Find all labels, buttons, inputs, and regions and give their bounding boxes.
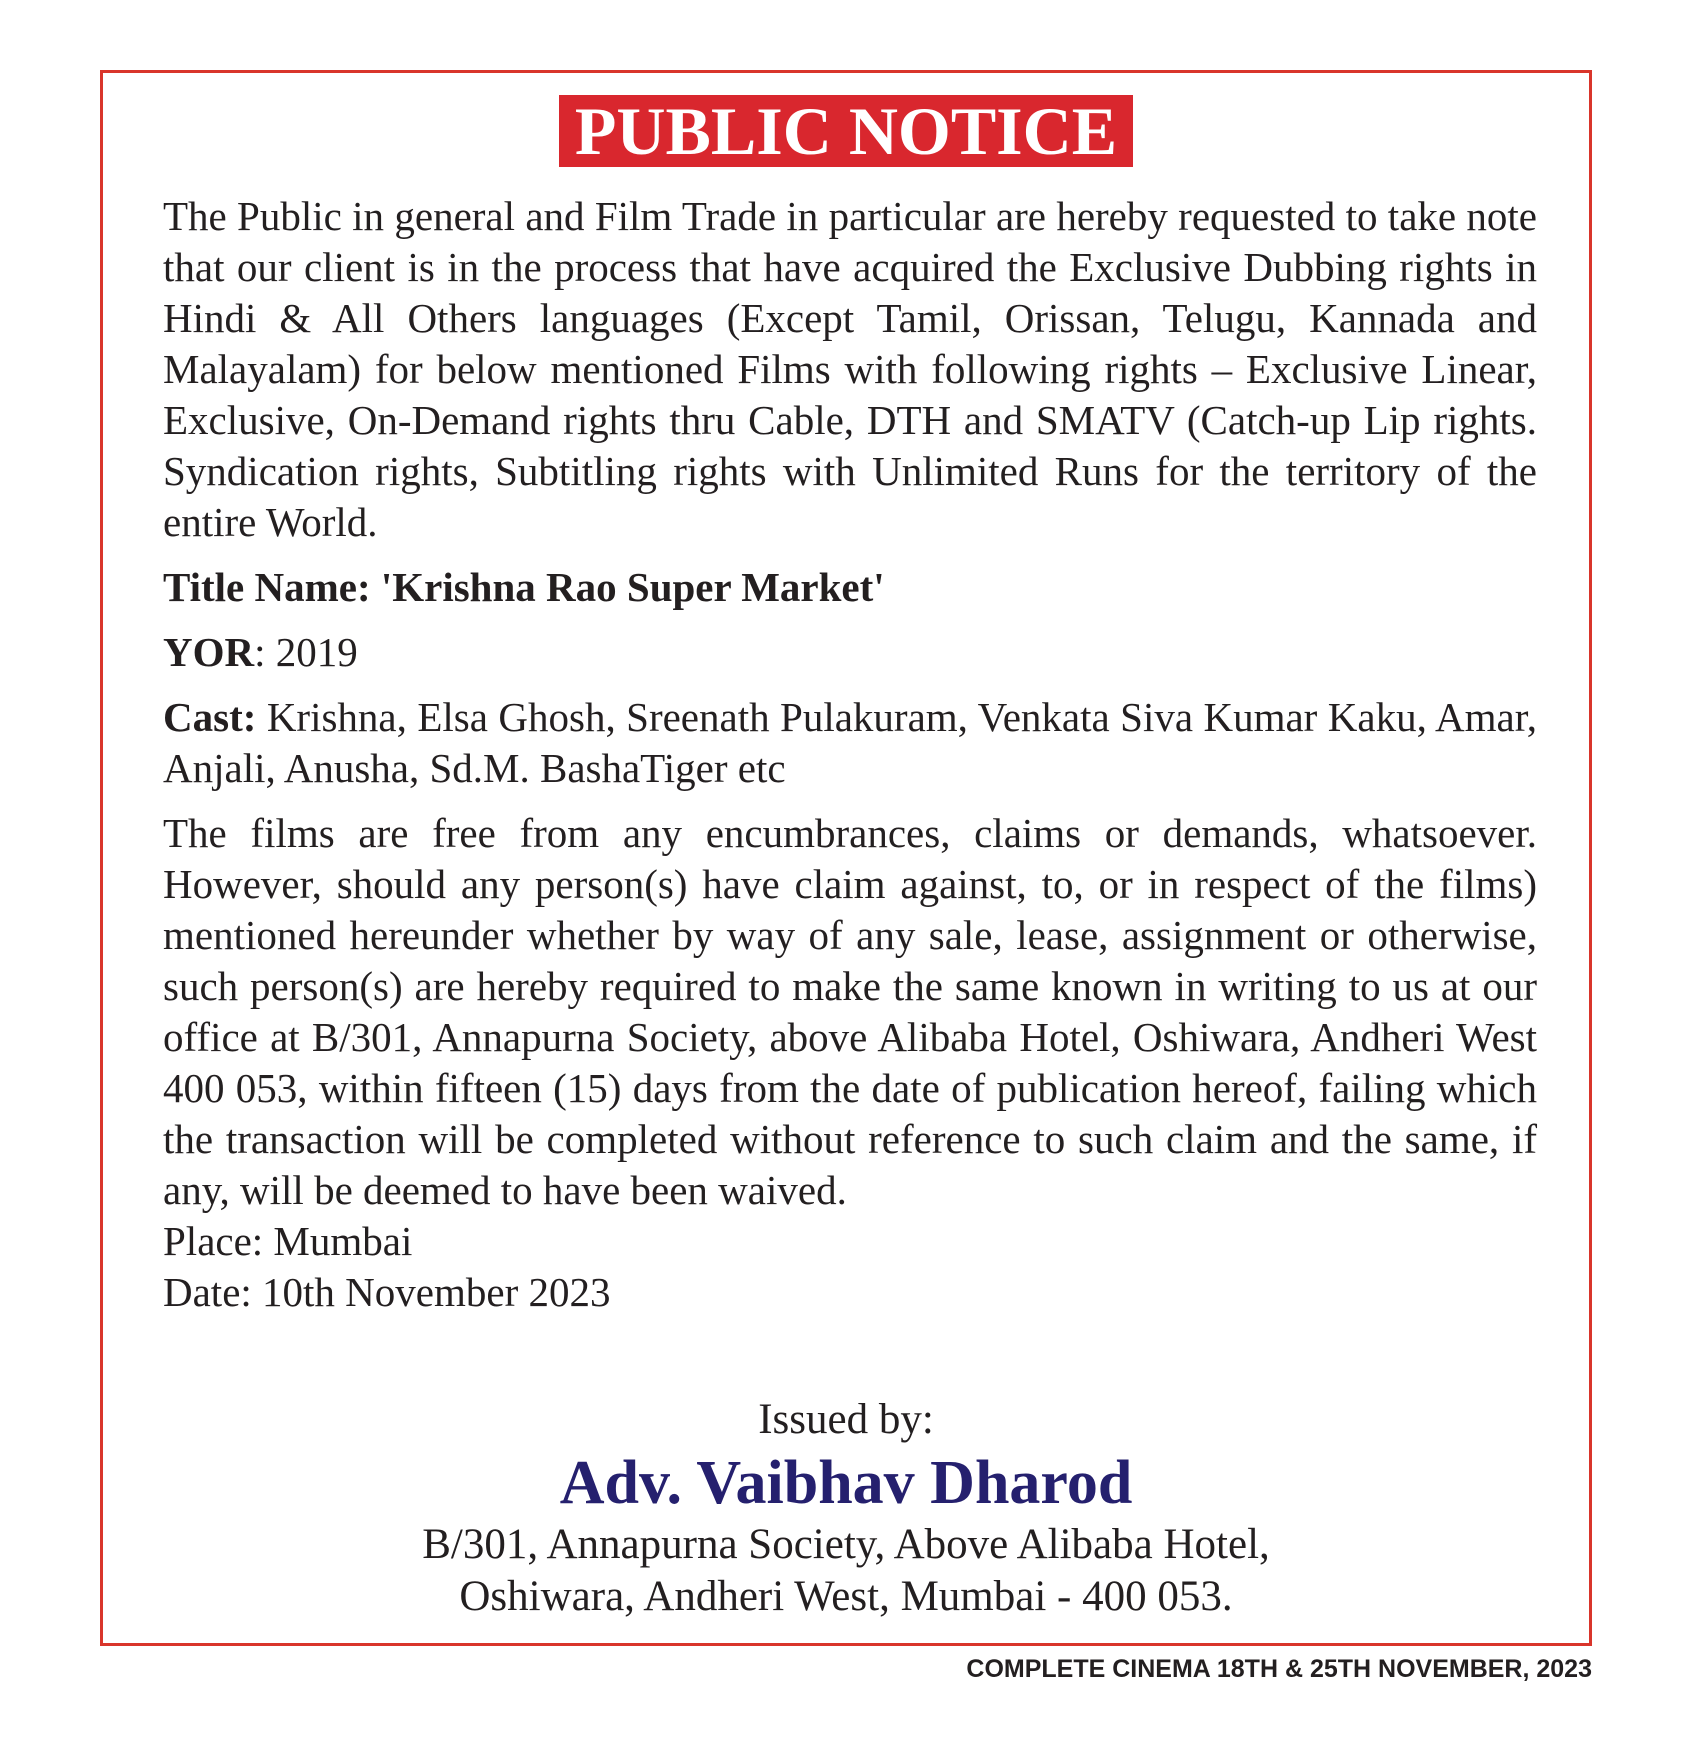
date-line: Date: 10th November 2023 bbox=[163, 1269, 611, 1315]
film-title: Title Name: 'Krishna Rao Super Market' bbox=[163, 564, 885, 610]
cast-line bbox=[163, 692, 1537, 794]
publication-credit: COMPLETE CINEMA 18TH & 25TH NOVEMBER, 2023 bbox=[966, 1655, 1592, 1683]
claims-paragraph: The films are free from any encumbrances, claims or demands, whatsoever. However, should any person(s) have claim against, to, or in respect of the films) mentioned hereunder whether by way of any sale, lease, assignment or otherwise, such person(s) are hereby required to make the same known in writing to us at our office at B/301, Annapurna Society, above Alibaba Hotel, Oshiwara, Andheri West 400 053, within fifteen (15) days from the date of publication hereof, failing which the transaction will be completed without reference to such claim and the same, if any, will be deemed to have been waived. bbox=[163, 810, 1537, 1213]
yor-label: YOR bbox=[163, 629, 255, 675]
yor-value: : 2019 bbox=[254, 629, 358, 675]
notice-title: PUBLIC NOTICE bbox=[559, 95, 1133, 167]
notice-frame bbox=[100, 70, 1592, 1646]
title-wrap bbox=[103, 95, 1589, 167]
cast-value: Krishna, Elsa Ghosh, Sreenath Pulakuram, Venkata Siva Kumar Kaku, Amar, Anjali, Anusha, Sd.M. BashaTiger etc bbox=[163, 694, 1537, 791]
cast-label: Cast: bbox=[163, 694, 257, 740]
intro-paragraph: The Public in general and Film Trade in particular are hereby requested to take note that our client is in the process that have acquired the Exclusive Dubbing rights in Hindi & All Others languages (Except Tamil, Orissan, Telugu, Kannada and Malayalam) for below mentioned Films with following rights – Exclusive Linear, Exclusive, On-Demand rights thru Cable, DTH and SMATV (Catch-up Lip rights. Syndication rights, Subtitling rights with Unlimited Runs for the territory of the entire World. bbox=[163, 193, 1537, 545]
notice-body bbox=[163, 191, 1537, 1318]
issued-by-label: Issued by: bbox=[758, 1396, 934, 1443]
issuer-block bbox=[103, 1393, 1589, 1623]
place-line: Place: Mumbai bbox=[163, 1218, 413, 1264]
issuer-address-line-2: Oshiwara, Andheri West, Mumbai - 400 053. bbox=[459, 1573, 1233, 1620]
issuer-name: Adv. Vaibhav Dharod bbox=[559, 1449, 1133, 1517]
yor-line bbox=[163, 627, 1537, 678]
film-title-line bbox=[163, 562, 1537, 613]
issuer-address-line-1: B/301, Annapurna Society, Above Alibaba Hotel, bbox=[422, 1521, 1270, 1568]
